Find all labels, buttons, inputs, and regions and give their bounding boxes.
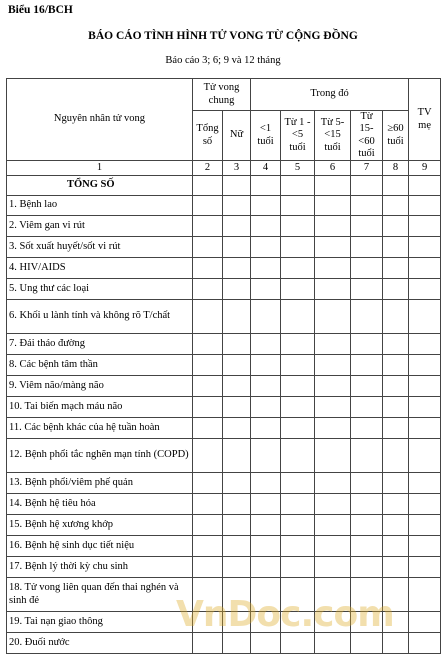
cause-label: 8. Các bệnh tâm thần [7,355,193,376]
table-cell [351,473,383,494]
table-cell [315,279,351,300]
table-cell [351,279,383,300]
table-row [7,494,441,515]
header-tv-me: TV mẹ [409,79,441,161]
table-cell [383,258,409,279]
table-cell [315,334,351,355]
table-cell [351,397,383,418]
column-number: 8 [383,161,409,176]
table-cell [315,216,351,237]
table-cell [315,494,351,515]
column-number: 5 [281,161,315,176]
table-cell [193,557,223,578]
cause-label: 14. Bệnh hệ tiêu hóa [7,494,193,515]
table-cell [409,216,441,237]
cause-label: 15. Bệnh hệ xương khớp [7,515,193,536]
table-cell [223,216,251,237]
table-cell [193,536,223,557]
table-cell [223,439,251,473]
table-cell [251,196,281,216]
cause-label: 20. Đuối nước [7,633,193,654]
table-cell [251,300,281,334]
table-cell [315,633,351,654]
table-row [7,418,441,439]
table-cell [409,578,441,612]
table-cell [193,473,223,494]
table-row [7,557,441,578]
table-cell [409,515,441,536]
table-cell [223,300,251,334]
table-cell [281,176,315,196]
cause-label: 13. Bệnh phổi/viêm phế quản [7,473,193,494]
table-row [7,258,441,279]
table-cell [315,418,351,439]
table-cell [351,258,383,279]
cause-label: 9. Viêm não/màng não [7,376,193,397]
header-cause: Nguyên nhân tử vong [7,79,193,161]
table-cell [409,258,441,279]
mortality-table [6,78,441,654]
table-cell [351,216,383,237]
table-cell [409,237,441,258]
table-cell [281,536,315,557]
table-cell [383,279,409,300]
table-cell [251,279,281,300]
table-cell [315,397,351,418]
table-cell [281,216,315,237]
table-cell [251,633,281,654]
table-row [7,300,441,334]
table-cell [223,258,251,279]
table-cell [251,473,281,494]
table-cell [251,237,281,258]
table-cell [223,633,251,654]
header-age-15-60: Từ 15-<60 tuổi [351,111,383,161]
table-cell [351,536,383,557]
table-cell [193,397,223,418]
table-cell [383,557,409,578]
table-cell [383,355,409,376]
column-number: 4 [251,161,281,176]
column-number: 2 [193,161,223,176]
header-age-under1: <1 tuổi [251,111,281,161]
table-cell [409,633,441,654]
table-cell [193,237,223,258]
table-cell [193,300,223,334]
table-cell [315,176,351,196]
cause-label: 16. Bệnh hệ sinh dục tiết niệu [7,536,193,557]
table-cell [409,557,441,578]
table-cell [193,418,223,439]
table-cell [383,376,409,397]
header-general: Tử vong chung [193,79,251,111]
table-cell [223,536,251,557]
column-number: 9 [409,161,441,176]
table-cell [383,473,409,494]
column-number: 6 [315,161,351,176]
table-cell [251,376,281,397]
table-cell [281,418,315,439]
table-cell [409,196,441,216]
cause-label: 1. Bệnh lao [7,196,193,216]
table-cell [223,376,251,397]
table-row [7,633,441,654]
table-cell [351,237,383,258]
table-cell [251,439,281,473]
table-cell [383,418,409,439]
table-cell [223,334,251,355]
table-row [7,196,441,216]
table-cell [351,300,383,334]
header-total: Tổng số [193,111,223,161]
table-row [7,515,441,536]
column-number-row [7,161,441,176]
table-cell [281,258,315,279]
table-cell [383,216,409,237]
table-cell [409,334,441,355]
total-row [7,176,441,196]
table-cell [223,494,251,515]
table-cell [351,439,383,473]
table-cell [223,355,251,376]
table-cell [315,536,351,557]
watermark: VnDoc.com [176,594,394,635]
table-cell [409,300,441,334]
table-cell [223,237,251,258]
table-cell [351,334,383,355]
table-cell [383,439,409,473]
table-cell [281,557,315,578]
table-cell [281,473,315,494]
table-cell [223,515,251,536]
table-cell [223,473,251,494]
table-cell [251,536,281,557]
table-cell [193,515,223,536]
table-row [7,536,441,557]
table-row [7,473,441,494]
table-cell [315,300,351,334]
table-cell [351,557,383,578]
column-number: 7 [351,161,383,176]
table-cell [281,196,315,216]
table-cell [281,397,315,418]
table-cell [409,536,441,557]
table-cell [193,279,223,300]
table-cell [251,334,281,355]
table-cell [409,279,441,300]
table-cell [409,397,441,418]
cause-label: 6. Khối u lành tính và không rõ T/chất [7,300,193,334]
table-cell [281,279,315,300]
table-cell [383,237,409,258]
table-cell [383,633,409,654]
table-cell [409,355,441,376]
table-cell [409,418,441,439]
table-cell [351,376,383,397]
total-row-label: TỔNG SỐ [7,176,193,196]
table-cell [383,494,409,515]
table-cell [223,418,251,439]
cause-label: 11. Các bệnh khác của hệ tuần hoàn [7,418,193,439]
report-subtitle: Báo cáo 3; 6; 9 và 12 tháng [165,55,281,66]
cause-label: 17. Bệnh lý thời kỳ chu sinh [7,557,193,578]
table-row [7,397,441,418]
cause-label: 5. Ung thư các loại [7,279,193,300]
table-cell [351,355,383,376]
table-cell [315,473,351,494]
table-cell [351,494,383,515]
table-cell [251,494,281,515]
cause-label: 7. Đái tháo đường [7,334,193,355]
table-cell [409,376,441,397]
table-cell [315,237,351,258]
table-cell [315,557,351,578]
cause-label: 2. Viêm gan vi rút [7,216,193,237]
header-female: Nữ [223,111,251,161]
table-cell [351,176,383,196]
header-of-which: Trong đó [251,79,409,111]
cause-label: 12. Bệnh phổi tắc nghẽn mạn tính (COPD) [7,439,193,473]
table-cell [251,397,281,418]
table-cell [409,176,441,196]
table-cell [193,633,223,654]
form-id: Biểu 16/BCH [8,4,73,16]
table-cell [193,334,223,355]
table-cell [409,612,441,633]
table-cell [281,515,315,536]
table-cell [315,196,351,216]
table-row [7,334,441,355]
table-cell [383,334,409,355]
table-cell [351,418,383,439]
table-cell [251,515,281,536]
table-cell [383,300,409,334]
table-cell [281,300,315,334]
table-cell [315,376,351,397]
table-cell [281,355,315,376]
table-cell [409,494,441,515]
cause-label: 19. Tai nạn giao thông [7,612,193,633]
table-cell [223,279,251,300]
table-row [7,439,441,473]
table-cell [193,216,223,237]
table-cell [193,176,223,196]
table-cell [383,397,409,418]
table-cell [383,515,409,536]
table-row [7,355,441,376]
table-cell [223,397,251,418]
column-number: 1 [7,161,193,176]
cause-label: 10. Tai biến mạch máu não [7,397,193,418]
header-age-5-15: Từ 5-<15 tuổi [315,111,351,161]
table-cell [193,494,223,515]
table-cell [315,258,351,279]
table-cell [223,176,251,196]
table-cell [281,237,315,258]
table-cell [223,557,251,578]
table-cell [409,439,441,473]
cause-label: 3. Sốt xuất huyết/sốt vi rút [7,237,193,258]
table-cell [383,176,409,196]
table-row [7,216,441,237]
column-number: 3 [223,161,251,176]
header-age-1-5: Từ 1 -<5 tuổi [281,111,315,161]
table-cell [409,473,441,494]
table-cell [281,334,315,355]
table-cell [281,633,315,654]
table-cell [251,216,281,237]
cause-label: 4. HIV/AIDS [7,258,193,279]
table-cell [315,515,351,536]
table-cell [193,376,223,397]
table-cell [383,536,409,557]
table-row [7,376,441,397]
table-row [7,279,441,300]
table-cell [193,355,223,376]
table-cell [251,355,281,376]
table-cell [351,515,383,536]
table-cell [315,439,351,473]
table-cell [251,418,281,439]
table-cell [193,196,223,216]
table-cell [251,557,281,578]
table-cell [281,494,315,515]
cause-rows [7,196,441,654]
report-title: BÁO CÁO TÌNH HÌNH TỬ VONG TỪ CỘNG ĐỒNG [88,30,358,42]
table-row [7,237,441,258]
table-cell [251,258,281,279]
table-cell [315,355,351,376]
table-cell [383,196,409,216]
table-cell [351,633,383,654]
table-cell [281,376,315,397]
table-cell [281,439,315,473]
table-cell [251,176,281,196]
cause-label: 18. Tử vong liên quan đến thai nghén và sinh đẻ [7,578,193,612]
table-cell [351,196,383,216]
table-cell [223,196,251,216]
table-cell [193,439,223,473]
header-age-60plus: ≥60 tuổi [383,111,409,161]
table-cell [193,258,223,279]
